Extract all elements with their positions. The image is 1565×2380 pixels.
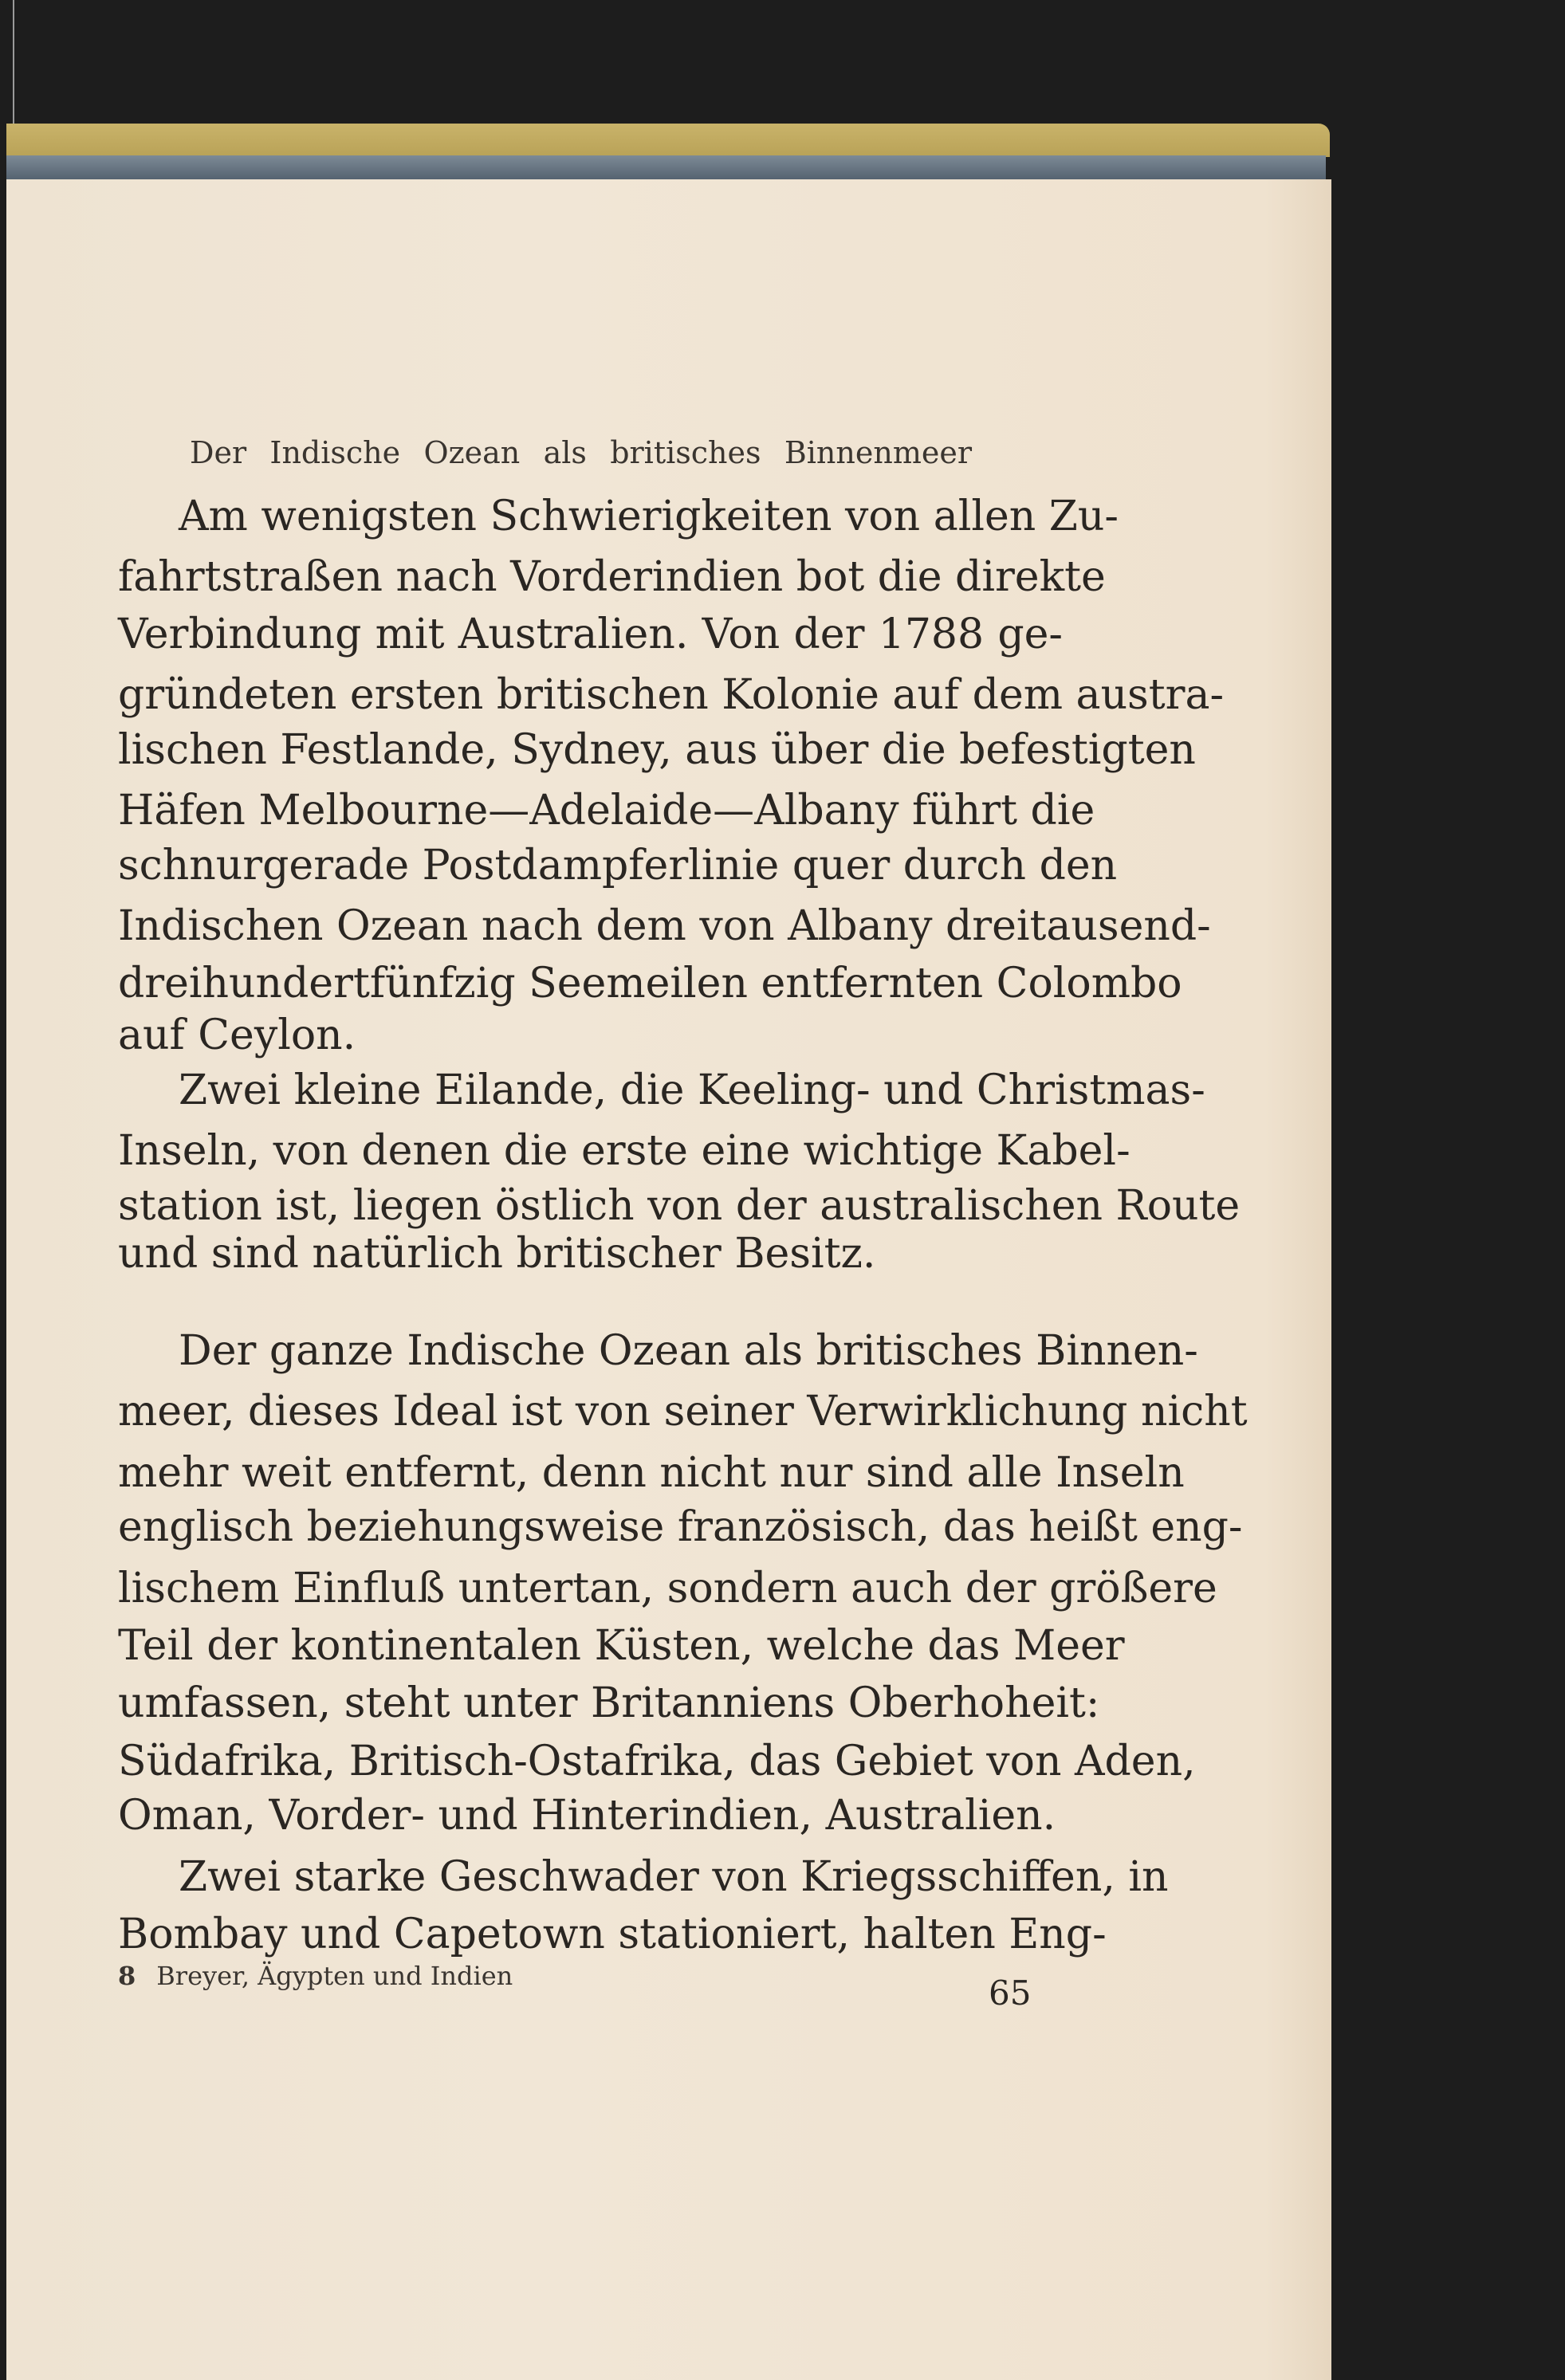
text-line: station ist, liegen östlich von der australischen Route (118, 1182, 1241, 1230)
running-header: Der Indische Ozean als britisches Binnenmeer (190, 435, 972, 470)
text-line: Oman, Vorder- und Hinterindien, Australien. (118, 1792, 1056, 1840)
text-line: Zwei starke Geschwader von Kriegsschiffen, in (179, 1853, 1169, 1901)
text-line: umfassen, steht unter Britanniens Oberhoheit: (118, 1679, 1100, 1727)
text-line: Zwei kleine Eilande, die Keeling- und Christmas- (179, 1066, 1205, 1114)
text-line: und sind natürlich britischer Besitz. (118, 1230, 876, 1278)
text-line: englisch beziehungsweise französisch, das heißt eng- (118, 1503, 1243, 1551)
text-line: Südafrika, Britisch-Ostafrika, das Gebiet von Aden, (118, 1738, 1196, 1785)
text-line: schnurgerade Postdampferlinie quer durch den (118, 842, 1118, 890)
signature-text: Breyer, Ägypten und Indien (156, 1961, 513, 1991)
text-line: fahrtstraßen nach Vorderindien bot die direkte (118, 553, 1106, 601)
text-line: meer, dieses Ideal ist von seiner Verwirklichung nicht (118, 1388, 1248, 1435)
signature-number: 8 (118, 1961, 136, 1991)
book-top-edge-gilt (6, 124, 1330, 157)
text-line: auf Ceylon. (118, 1011, 356, 1059)
text-line: Indischen Ozean nach dem von Albany dreitausend- (118, 902, 1211, 950)
text-line: Teil der kontinentalen Küsten, welche das Meer (118, 1622, 1125, 1670)
text-line: Bombay und Capetown stationiert, halten Eng- (118, 1911, 1107, 1958)
text-line: gründeten ersten britischen Kolonie auf dem austra- (118, 671, 1225, 719)
text-line: lischen Festlande, Sydney, aus über die befestigten (118, 726, 1196, 774)
text-line: Verbindung mit Australien. Von der 1788 ge- (118, 611, 1063, 658)
text-line: Der ganze Indische Ozean als britisches Binnen- (179, 1327, 1198, 1375)
printer-signature (118, 1961, 513, 1991)
text-line: mehr weit entfernt, denn nicht nur sind alle Inseln (118, 1449, 1185, 1497)
text-line: dreihundertfünfzig Seemeilen entfernten Colombo (118, 960, 1182, 1007)
text-line: lischem Einfluß untertan, sondern auch der größere (118, 1565, 1217, 1612)
text-line: Häfen Melbourne—Adelaide—Albany führt die (118, 787, 1095, 835)
page-number: 65 (989, 1974, 1032, 2013)
text-line: Am wenigsten Schwierigkeiten von allen Zu- (179, 493, 1119, 540)
text-line: Inseln, von denen die erste eine wichtige Kabel- (118, 1127, 1130, 1175)
